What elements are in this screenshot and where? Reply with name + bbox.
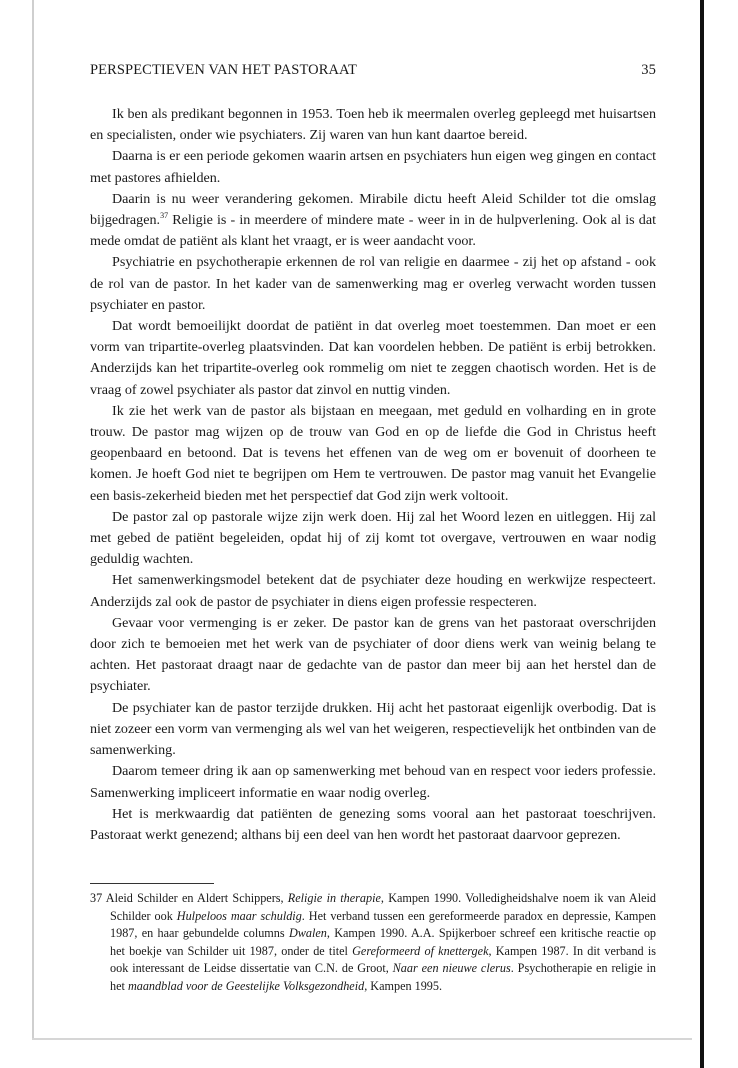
footnote-book-title: Hulpeloos maar schuldig (176, 908, 302, 923)
paragraph (90, 146, 656, 188)
paragraph: Daarom temeer dring ik aan op samenwerking met behoud van en respect voor ieders professie. Samenwerking impliceert informatie en waar nodig overleg. (90, 763, 656, 801)
footnote-text: Aleid Schilder en Aldert Schippers, (102, 891, 288, 905)
footnote-text: , Kampen 1995. (364, 978, 443, 993)
paragraph (90, 189, 656, 253)
paragraph: De pastor zal op pastorale wijze zijn werk doen. Hij zal het Woord lezen en uitleggen. Hij zal met gebed de patiënt begeleiden, opdat hij of zij komt tot overgave, vertrouwen en waar nodig geduldig wachten. (90, 508, 656, 568)
scan-edge-left (32, 0, 34, 1040)
paragraph: De psychiater kan de pastor terzijde drukken. Hij acht het pastoraat eigenlijk overbodig. Dat is niet zozeer een vorm van vermenging als wel van het weigeren, respectievelijk het ontbinden van de samenwerking. (90, 699, 656, 759)
footnote-book-title: maandblad voor de Geestelijke Volksgezondheid (127, 978, 365, 993)
footnote-book-title: Dwalen (288, 926, 327, 941)
footnote-number: 37 (90, 891, 103, 905)
footnote-text: . Psychotherapie en religie in het (110, 961, 657, 993)
footnote-book-title: Naar een nieuwe clerus (392, 961, 511, 976)
paragraph-text: Daarin is nu weer verandering gekomen. Mirabile dictu heeft Aleid Schilder tot die omslag bijgedragen. (90, 190, 656, 229)
footnote-text: , Kampen 1987. In dit verband is ook interessant de Leidse dissertatie van C.N. de Groot, (110, 943, 656, 976)
paragraph: Ik ben als predikant begonnen in 1953. Toen heb ik meermalen overleg gepleegd met huisartsen en specialisten, onder wie psychiaters. Zij waren van hun kant daartoe bereid. (90, 106, 656, 144)
footnote-reference[interactable]: 37 (160, 211, 169, 221)
paragraph: Het is merkwaardig dat patiënten de genezing soms vooral aan het pastoraat toeschrijven. Pastoraat werkt genezend; althans bij een deel van hen wordt het pastoraat daarvoor geprezen. (90, 805, 656, 843)
paragraph: Ik zie het werk van de pastor als bijstaan en meegaan, met geduld en volharding en in grote trouw. De pastor mag wijzen op de trouw van God en op de liefde die God in Christus heeft geopenbaard en betoond. Dat is tevens het effenen van de weg om er bovenuit of doorheen te komen. Je hoeft God niet te begrijpen om Hem te vertrouwen. De pastor mag vanuit het Evangelie een basis-zekerheid bieden met het perspectief dat God zijn werk voltooit. (90, 402, 656, 504)
footnote-text: , Kampen 1990. Volledigheidshalve noem ik van Aleid Schilder ook (110, 891, 656, 923)
scan-edge-right (700, 0, 704, 1068)
paragraph-text: Daarna is er een periode gekomen waarin artsen en psychiaters hun eigen weg gingen en contact met pastores afhielden. (90, 148, 656, 186)
paragraph: Het samenwerkingsmodel betekent dat de psychiater deze houding en werkwijze respecteert. Anderzijds zal ook de pastor de psychiater in diens eigen professie respecteren. (90, 572, 656, 610)
page-number: 35 (641, 62, 656, 78)
footnote-divider (90, 883, 214, 884)
footnote-book-title: Religie in therapie (287, 891, 381, 905)
running-title: PERSPECTIEVEN VAN HET PASTORAAT (90, 62, 357, 78)
footnote-book-title: Gereformeerd of knettergek (352, 943, 489, 958)
footnote (90, 890, 656, 996)
paragraph: Dat wordt bemoeilijkt doordat de patiënt in dat overleg moet toestemmen. Dan moet er een vorm van tripartite-overleg plaatsvinden. Dat kan voordelen hebben. De patiënt is erbij betrokken. Anderzijds kan het tripartite-overleg ook rommelig om niet te zeggen chaotisch worden. Het is de vraag of zowel psychiater als pastor dat zinvol en nuttig vinden. (90, 318, 656, 398)
footnote-text: , Kampen 1990. A.A. Spijkerboer schreef een kritische reactie op het boekje van Schilder uit 1987, onder de titel (110, 926, 657, 958)
scan-edge-bottom (32, 1038, 692, 1040)
body-text (90, 104, 656, 846)
paragraph-text: Religie is - in meerdere of mindere mate - weer in in de hulpverlening. Ook al is dat mede omdat de patiënt als klant het vraagt, er is weer aandacht voor. (90, 212, 656, 250)
paragraph: Psychiatrie en psychotherapie erkennen de rol van religie en daarmee - zij het op afstand - ook de rol van de pastor. In het kader van de samenwerking mag er overleg verwacht worden tussen psychiater en pastor. (90, 254, 656, 313)
running-header (90, 62, 656, 82)
paragraph: Gevaar voor vermenging is er zeker. De pastor kan de grens van het pastoraat overschrijden door zich te bemoeien met het werk van de psychiater of door diens werk van weinig belang te achten. Het pastoraat draagt naar de gedachte van de pastor dan meer bij aan het herstel dan de psychiater. (90, 614, 656, 695)
footnote-text: . Het verband tussen een gereformeerde paradox en depressie, Kampen 1987, en haar gebundelde columns (110, 908, 656, 941)
